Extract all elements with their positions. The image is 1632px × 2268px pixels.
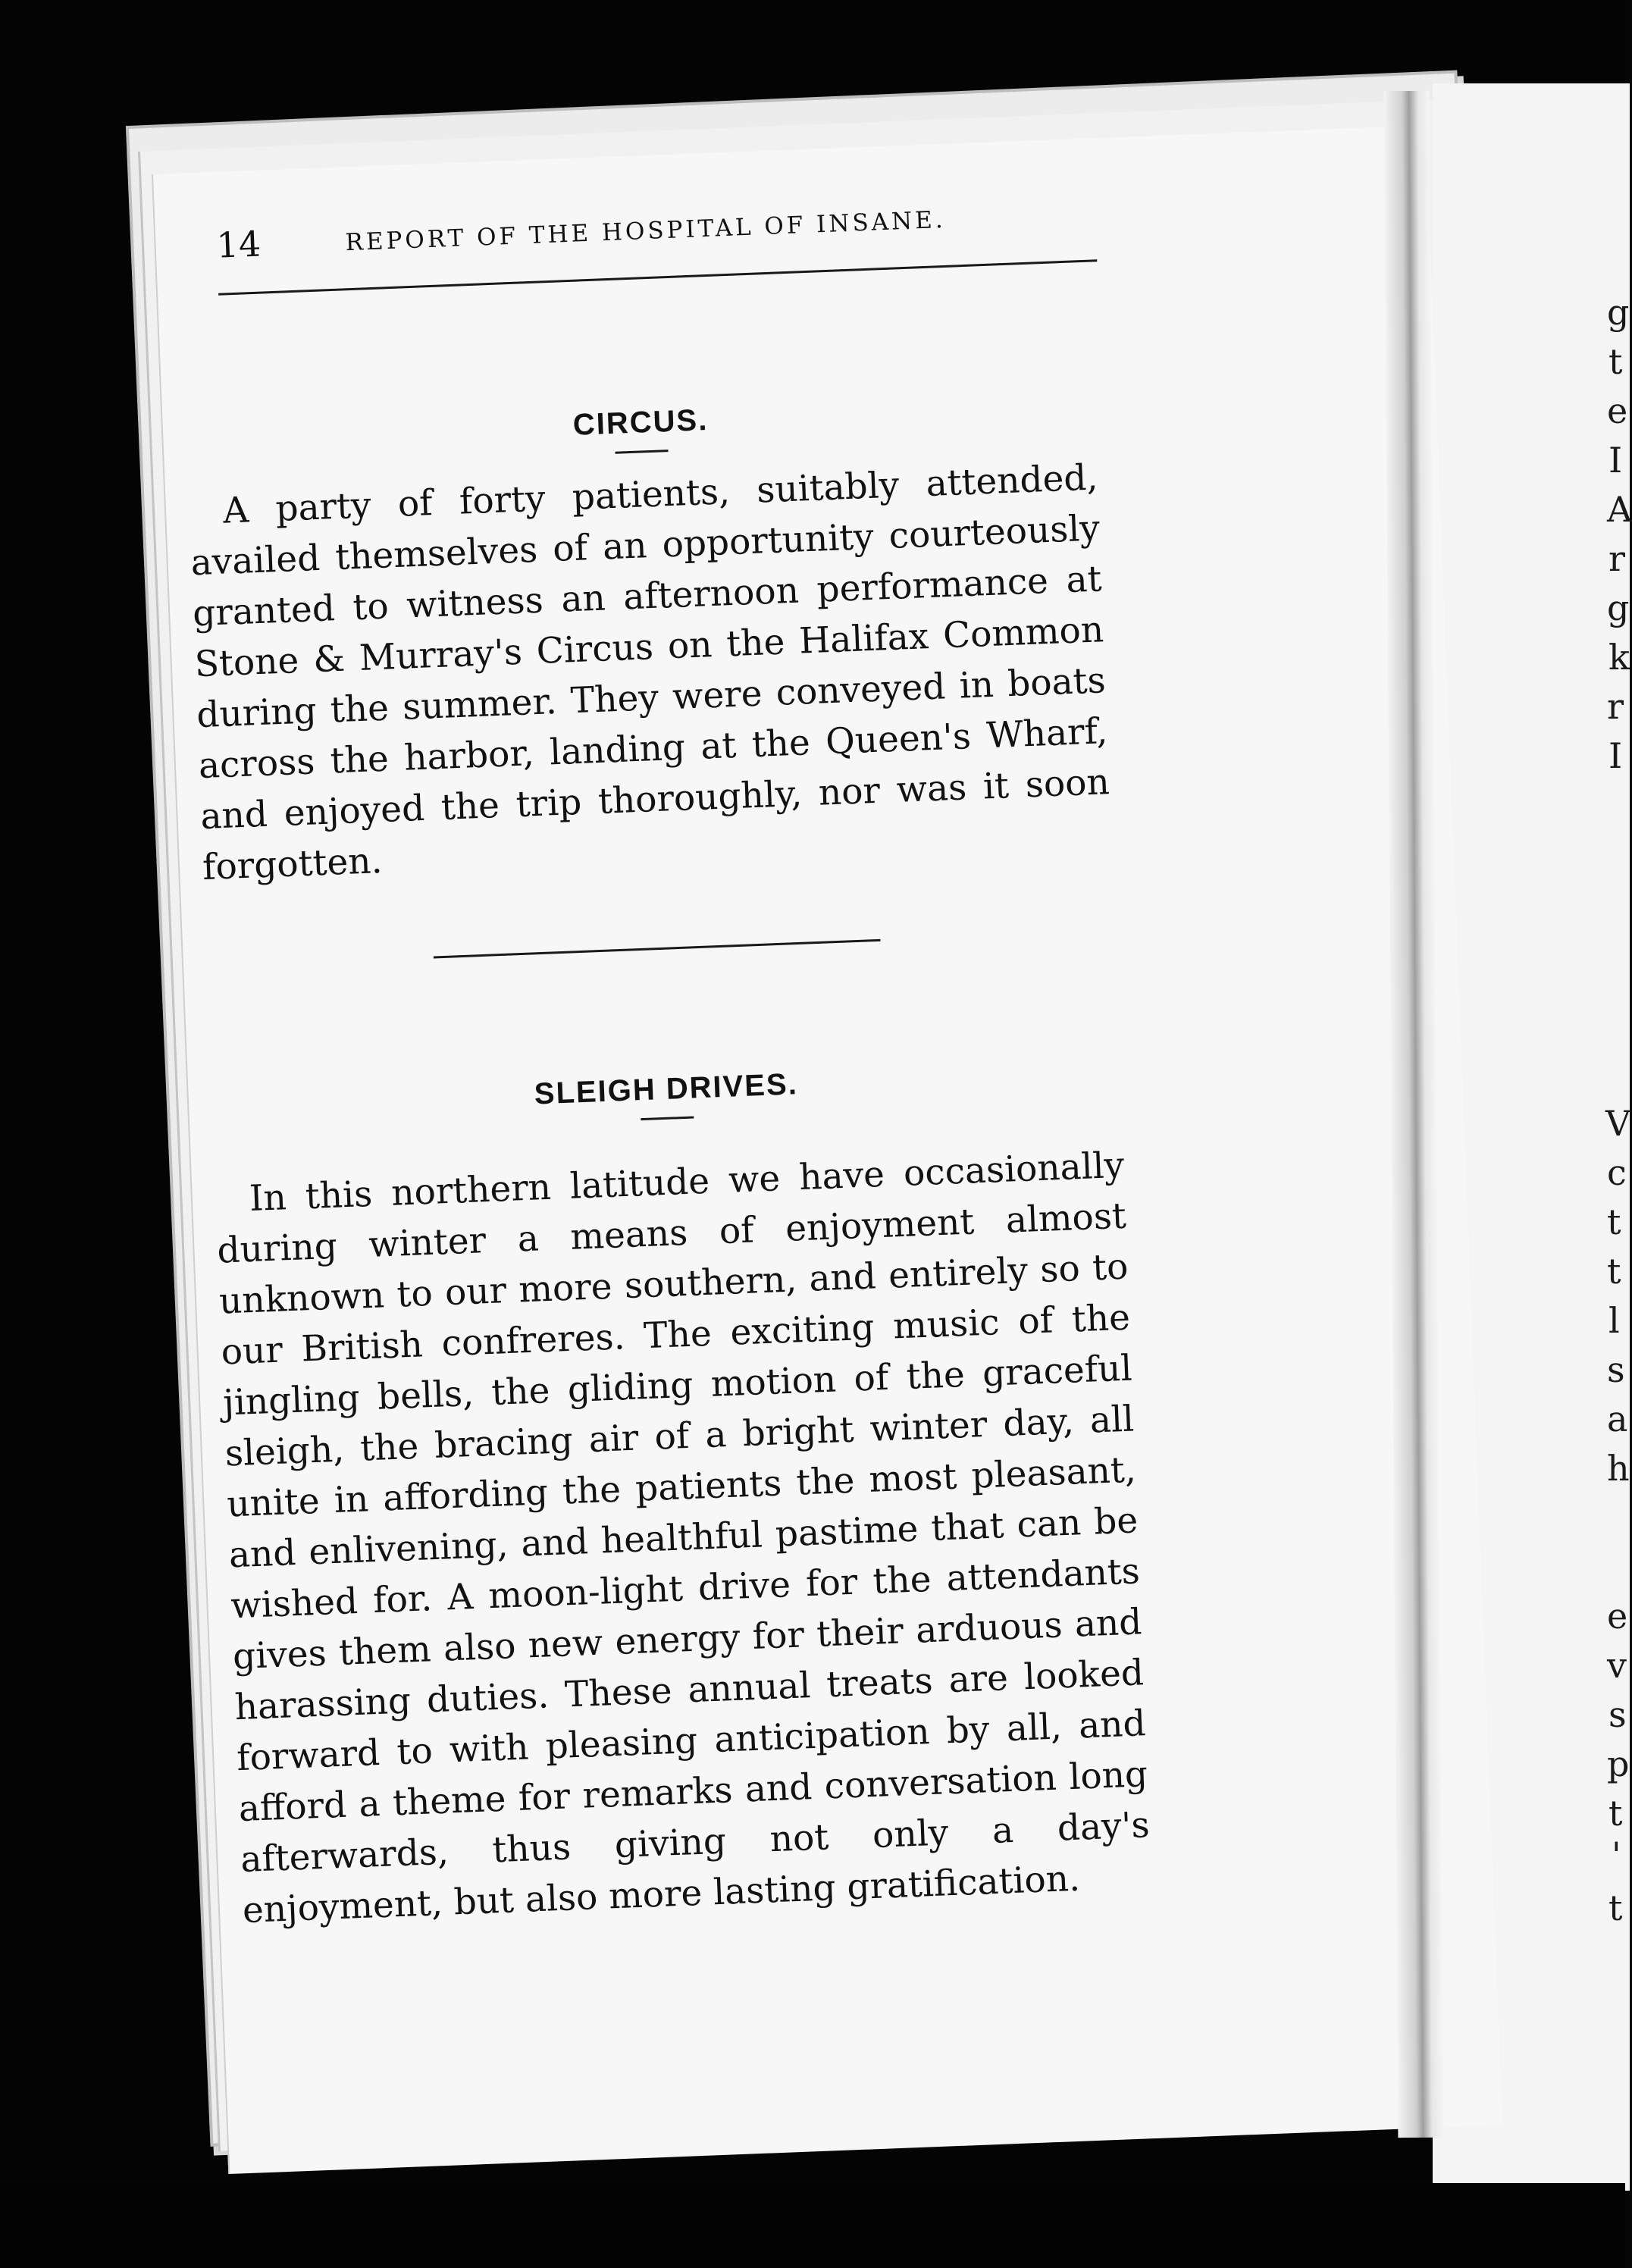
title-underline — [641, 1116, 694, 1120]
page-number: 14 — [215, 223, 262, 266]
facing-page-letter: c — [1607, 1152, 1627, 1193]
facing-page-letter: g — [1607, 587, 1630, 628]
facing-page-letter: p — [1607, 1743, 1630, 1784]
facing-page-letter: t — [1609, 1793, 1623, 1834]
facing-page-letter: r — [1607, 686, 1624, 727]
facing-page-letter: I — [1609, 440, 1623, 481]
scan-background-bottom — [0, 2183, 1625, 2268]
facing-page-letter: V — [1605, 1103, 1631, 1144]
facing-page-letter: A — [1607, 489, 1632, 530]
facing-page-letter: l — [1609, 1300, 1620, 1341]
section-body: A party of forty patients, suitably attended, availed themselves of an opportunity courteously granted to witness an afternoon performance at Stone & Murray's Circus on the Halifax Common during the summer. They were conveyed in boats across the harbor, landing at the Queen's Wharf, and enjoyed the trip thoroughly, nor was it soon forgotten. — [190, 456, 1110, 889]
facing-page-letter: r — [1609, 538, 1625, 579]
facing-page-letter: t — [1609, 1887, 1623, 1928]
facing-page-letter: a — [1607, 1399, 1628, 1439]
facing-page-letter: t — [1607, 1251, 1621, 1292]
running-head-title: REPORT OF THE HOSPITAL OF INSANE. — [344, 205, 947, 257]
title-underline — [615, 450, 668, 454]
facing-page-letter: e — [1607, 390, 1628, 431]
facing-page-letter: e — [1607, 1596, 1628, 1637]
facing-page-letter: k — [1609, 637, 1630, 678]
page-content — [153, 125, 1502, 2174]
facing-page-letter: t — [1609, 341, 1623, 382]
running-head — [215, 186, 1239, 266]
header-rule — [218, 259, 1097, 296]
section-title: CIRCUS. — [572, 403, 709, 442]
facing-page-letter: ' — [1612, 1834, 1621, 1875]
facing-page-letter: g — [1607, 292, 1630, 333]
facing-page-letter: s — [1609, 1694, 1627, 1735]
book-page — [152, 125, 1502, 2174]
section-circus — [186, 388, 1113, 893]
facing-page-letter: I — [1609, 735, 1623, 776]
facing-page-letter: s — [1607, 1349, 1625, 1390]
facing-page-letter: h — [1607, 1448, 1630, 1489]
section-divider — [434, 939, 881, 959]
facing-page-letter: v — [1607, 1645, 1627, 1686]
facing-page-letter: t — [1607, 1201, 1621, 1242]
section-body: In this northern latitude we have occasionally during winter a means of enjoyment almost unknown to our more southern, and entirely so to our British confreres. The exciting music of the jingling bells, the gliding motion of the graceful sleigh, the bracing air of a bright winter day, all unite in affording the patients the most pleasant, and enlivening, and healthful pastime that can be wished for. A moon-light drive for the attendants gives them also new energy for their arduous and harassing duties. These annual treats are looked forward to with pleasing anticipation by all, and afford a theme for remarks and conversation long afterwards, thus giving not only a day's enjoyment, but also more lasting gratification. — [216, 1144, 1151, 1932]
section-sleigh-drives — [211, 1055, 1152, 1936]
section-title: SLEIGH DRIVES. — [534, 1067, 799, 1111]
